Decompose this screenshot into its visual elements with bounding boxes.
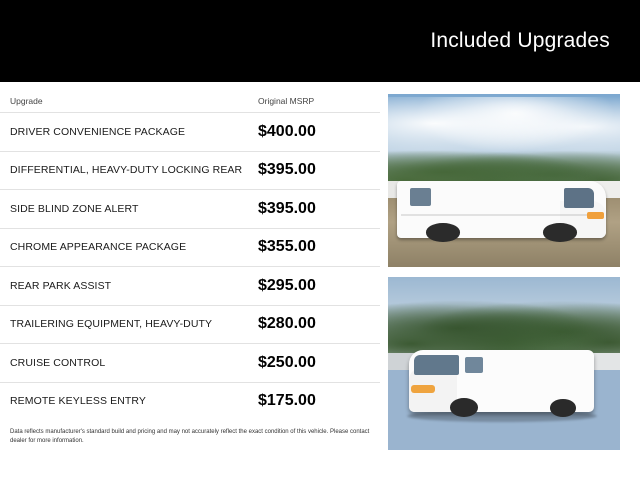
disclaimer-text: Data reflects manufacturer's standard build and pricing and may not accurately reflect the exact condition of this vehicle. Please contact dealer for more information. bbox=[10, 429, 370, 444]
photo2-van-side-window bbox=[465, 357, 484, 373]
upgrade-name: DRIVER CONVENIENCE PACKAGE bbox=[10, 125, 186, 138]
vehicle-photo-1[interactable] bbox=[388, 94, 620, 267]
upgrade-name: TRAILERING EQUIPMENT, HEAVY-DUTY bbox=[10, 318, 213, 331]
photo2-van-front-wheel bbox=[450, 398, 478, 417]
upgrade-price: $295.00 bbox=[258, 276, 316, 294]
upgrade-name: CRUISE CONTROL bbox=[10, 356, 106, 369]
upgrade-name: REAR PARK ASSIST bbox=[10, 279, 112, 292]
photo1-van-bodyline bbox=[401, 214, 601, 216]
header-bar bbox=[0, 0, 640, 82]
upgrade-price: $395.00 bbox=[258, 161, 316, 179]
photo1-van-front-window bbox=[564, 188, 593, 207]
photo1-van-rear-wheel bbox=[543, 223, 576, 241]
photo1-van-rear-window bbox=[410, 188, 431, 205]
photo2-van-body bbox=[409, 350, 595, 412]
table-row bbox=[0, 112, 380, 151]
upgrade-name: CHROME APPEARANCE PACKAGE bbox=[10, 241, 187, 254]
upgrade-name: SIDE BLIND ZONE ALERT bbox=[10, 202, 139, 215]
vehicle-photo-2[interactable] bbox=[388, 277, 620, 450]
table-row bbox=[0, 189, 380, 228]
photo1-van-body bbox=[397, 181, 606, 238]
upgrade-price: $355.00 bbox=[258, 238, 316, 256]
photo2-van-headlight bbox=[411, 385, 435, 393]
table-row bbox=[0, 151, 380, 190]
table-row bbox=[0, 382, 380, 421]
table-row bbox=[0, 343, 380, 382]
upgrade-name: DIFFERENTIAL, HEAVY-DUTY LOCKING REAR bbox=[10, 164, 243, 177]
content-area bbox=[0, 82, 640, 480]
upgrade-price: $280.00 bbox=[258, 315, 316, 333]
upgrade-price: $395.00 bbox=[258, 199, 316, 217]
column-header-msrp: Original MSRP bbox=[258, 96, 315, 106]
table-row bbox=[0, 228, 380, 267]
photo1-van-front-wheel bbox=[426, 223, 459, 241]
upgrade-name: REMOTE KEYLESS ENTRY bbox=[10, 395, 147, 408]
photo1-van-headlight bbox=[587, 212, 604, 219]
column-header-upgrade: Upgrade bbox=[10, 96, 43, 106]
photo2-van-windshield bbox=[414, 355, 459, 375]
upgrade-price: $250.00 bbox=[258, 353, 316, 371]
upgrade-price: $175.00 bbox=[258, 392, 316, 410]
table-row bbox=[0, 305, 380, 344]
photo2-van-rear-wheel bbox=[550, 399, 576, 416]
upgrades-table bbox=[0, 82, 380, 445]
table-row bbox=[0, 266, 380, 305]
upgrade-price: $400.00 bbox=[258, 122, 316, 140]
vehicle-photo-gallery bbox=[388, 94, 620, 460]
page-title: Included Upgrades bbox=[430, 29, 610, 52]
table-header-row bbox=[0, 82, 380, 112]
